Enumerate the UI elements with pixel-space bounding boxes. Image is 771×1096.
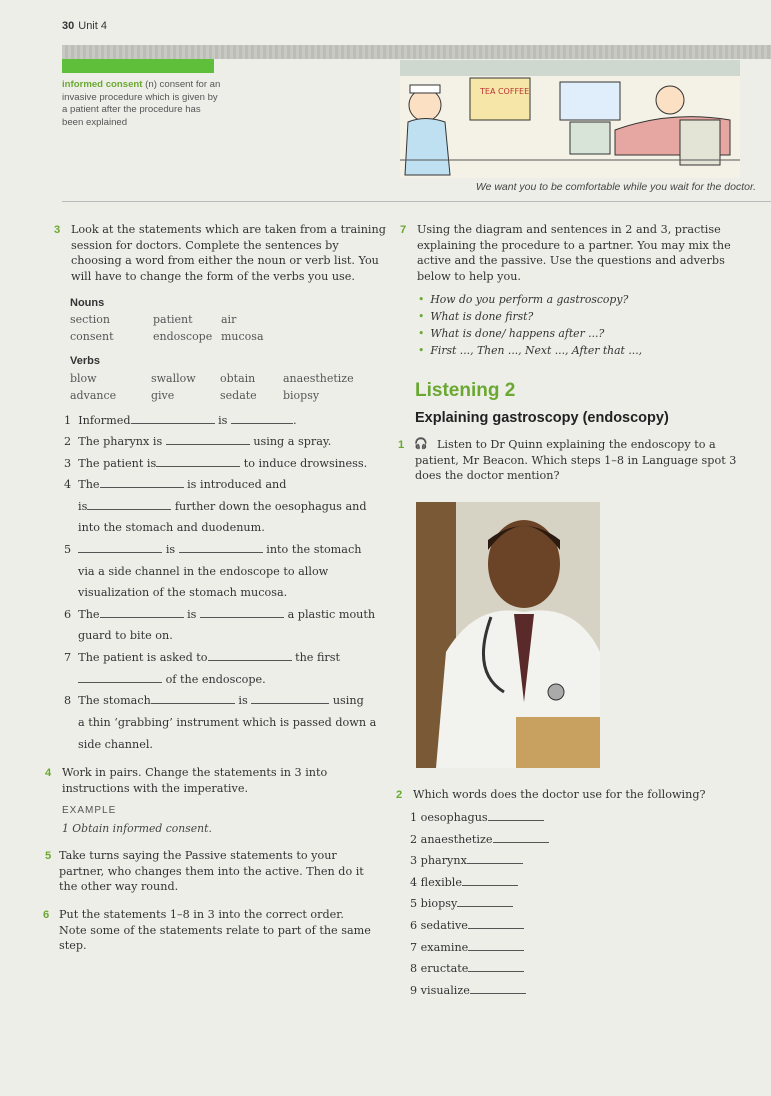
ex4-instructions: Work in pairs. Change the statements in 3 into instructions with the imperative. [62, 766, 328, 795]
tea-coffee-sign: TEA COFFEE [480, 87, 530, 96]
verb-item: obtain [220, 372, 256, 385]
word-item: 8 eructate [410, 958, 524, 980]
sentence-5: 5 is into the stomach [64, 543, 362, 556]
verbs-heading: Verbs [70, 355, 100, 367]
listening-heading: Listening 2 [415, 380, 516, 401]
verb-item: advance [70, 389, 117, 402]
sentence-4-end: into the stomach and duodenum. [78, 521, 265, 534]
noun-item: patient [153, 313, 193, 326]
sentence-1: 1 Informed is . [64, 414, 297, 427]
sentence-8: 8 The stomach is using [64, 694, 364, 707]
ex5-number: 5 [45, 850, 52, 862]
l1-number: 1 [398, 439, 405, 451]
header-band [62, 45, 771, 59]
verb-item: anaesthetize [283, 372, 354, 385]
sentence-7: 7 The patient is asked to the first [64, 651, 341, 664]
sentence-4-cont: is further down the oesophagus and [78, 500, 367, 513]
verb-item: biopsy [283, 389, 320, 402]
word-item: 2 anaesthetize [410, 829, 549, 851]
question-item: • What is done/ happens after ...? [418, 327, 605, 340]
sentence-8-end: side channel. [78, 738, 153, 751]
ex4-number: 4 [45, 767, 52, 779]
listening-subheading: Explaining gastroscopy (endoscopy) [415, 410, 669, 426]
glossary-entry [62, 79, 222, 129]
noun-item: section [70, 313, 110, 326]
section-divider [62, 201, 771, 202]
word-item: 4 flexible [410, 872, 518, 894]
unit-label: Unit 4 [78, 20, 107, 32]
sentence-8-cont: a thin ‘grabbing’ instrument which is passed down a [78, 716, 377, 729]
glossary-bar [62, 59, 214, 73]
page-header [62, 20, 107, 32]
question-item: • First ..., Then ..., Next ..., After that ..., [418, 344, 643, 357]
sentence-7-end: of the endoscope. [78, 669, 388, 691]
verb-item: sedate [220, 389, 257, 402]
ex3-number: 3 [54, 224, 61, 236]
sentence-3: 3 The patient is to induce drowsiness. [64, 457, 368, 470]
l2-number: 2 [396, 789, 403, 801]
ex3-instructions: Look at the statements which are taken from a training session for doctors. Complete the sentences by choosing a word from either the noun or verb list. You will have to change the form of the verbs you use. [71, 223, 386, 283]
verb-item: give [151, 389, 175, 402]
cartoon-caption: We want you to be comfortable while you wait for the doctor. [475, 181, 756, 193]
glossary-term: informed consent [62, 79, 143, 90]
ex7-number: 7 [400, 224, 407, 236]
sentence-2: 2 The pharynx is using a spray. [64, 435, 332, 448]
nouns-heading: Nouns [70, 297, 105, 309]
noun-item: air [221, 313, 237, 326]
word-item: 1 oesophagus [410, 807, 544, 829]
ex7-instructions: Using the diagram and sentences in 2 and 3, practise explaining the procedure to a partner. You may mix the active and the passive. Use the questions and adverbs below to help you. [417, 223, 731, 283]
word-item: 3 pharynx [410, 850, 523, 872]
example-label: EXAMPLE [62, 805, 117, 816]
noun-item: endoscope [153, 330, 213, 343]
word-item: 6 sedative [410, 915, 524, 937]
ex6-instructions: Put the statements 1–8 in 3 into the correct order. Note some of the statements relate to part of the same step. [59, 908, 371, 952]
sentence-6-end: guard to bite on. [78, 629, 173, 642]
ex6-number: 6 [43, 909, 50, 921]
word-item: 5 biopsy [410, 893, 513, 915]
sentence-4: 4 The is introduced and [64, 478, 287, 491]
question-list [418, 291, 738, 359]
sentence-5-end: visualization of the stomach mucosa. [78, 586, 288, 599]
sentence-5-cont: via a side channel in the endoscope to allow [78, 565, 329, 578]
sentence-6: 6 The is a plastic mouth [64, 608, 376, 621]
doctor-photo [416, 502, 600, 768]
question-item: • How do you perform a gastroscopy? [418, 293, 629, 306]
verb-item: blow [70, 372, 97, 385]
example-sentence: 1 Obtain informed consent. [62, 822, 212, 835]
noun-item: mucosa [221, 330, 264, 343]
glossary-definition: (n) consent for an invasive procedure which is given by a patient after the procedure has been explained [62, 79, 221, 128]
word-item: 9 visualize [410, 980, 526, 1002]
l1-instructions: Listen to Dr Quinn explaining the endoscopy to a patient, Mr Beacon. Which steps 1–8 in Language spot 3 does the doctor mention? [415, 438, 737, 482]
headphones-icon: 🎧 [414, 438, 428, 450]
noun-item: consent [70, 330, 114, 343]
word-item: 7 examine [410, 937, 524, 959]
question-item: • What is done first? [418, 310, 534, 323]
l2-instructions: Which words does the doctor use for the following? [413, 788, 706, 801]
verb-item: swallow [151, 372, 196, 385]
hospital-cartoon [400, 60, 740, 178]
ex5-instructions: Take turns saying the Passive statements to your partner, who changes them into the active. Then do it the other way round. [59, 849, 364, 893]
page-number: 30 [62, 20, 75, 32]
